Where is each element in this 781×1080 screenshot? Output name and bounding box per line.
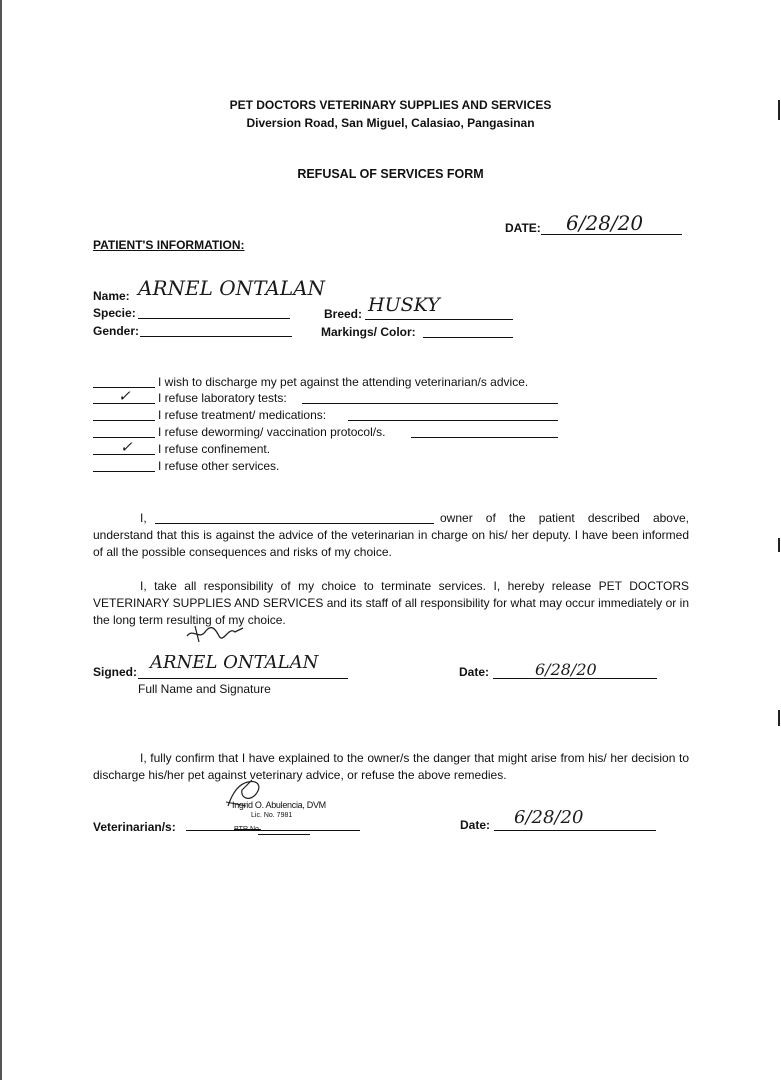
option-blank-6: [93, 471, 155, 472]
specie-line: [138, 318, 290, 319]
date-top-value: 6/28/20: [566, 211, 644, 235]
owner-date-label: Date:: [459, 665, 490, 679]
vet-stamp-lic: Lic. No. 7981: [251, 812, 293, 819]
option-check-5: ✓: [120, 438, 133, 456]
owner-name-line: [155, 523, 434, 524]
vet-date-value: 6/28/20: [514, 807, 584, 828]
initials-signature: [185, 622, 247, 648]
company-address: Diversion Road, San Miguel, Calasiao, Pangasinan: [246, 116, 535, 130]
vet-stamp-ptr: PTR No.: [234, 826, 261, 833]
option-text-4: I refuse deworming/ vaccination protocol/s.: [158, 425, 386, 439]
form-title: REFUSAL OF SERVICES FORM: [297, 167, 484, 181]
veterinarian-line: [186, 830, 360, 831]
option-text-2: I refuse laboratory tests:: [158, 391, 287, 405]
confirmation-text: I, fully confirm that I have explained to the owner/s the danger that might arise from his/ her decision to discharge his/her pet against veterinary advice, or refuse the above remedies.: [93, 751, 689, 782]
scan-edge-mark-left: [0, 0, 2, 1080]
statement-p1-tail: owner of the patient described above,: [440, 511, 689, 525]
option-check-2: ✓: [118, 387, 131, 405]
vet-signature-scribble: [222, 776, 272, 817]
statement-i-label: I,: [140, 511, 147, 525]
breed-label: Breed:: [324, 307, 363, 321]
gender-label: Gender:: [93, 324, 140, 338]
statement-p2: I, take all responsibility of my choice to terminate services. I, hereby release PET DOCTORS VETERINARY SUPPLIES AND SERVICES and its staff of all responsibility for what may occur immediately or in the long term resulting of my choice.: [93, 579, 689, 627]
specie-label: Specie:: [93, 306, 136, 320]
scan-edge-mark-right-2: [778, 538, 780, 552]
breed-value: HUSKY: [368, 294, 440, 316]
signed-value: ARNEL ONTALAN: [150, 652, 319, 673]
breed-line: [365, 319, 513, 320]
patient-info-heading: PATIENT'S INFORMATION:: [93, 238, 245, 252]
vet-date-line: [494, 830, 656, 831]
option-detail-line-3: [348, 420, 558, 421]
vet-stamp-name: Ingrid O. Abulencia, DVM: [232, 800, 326, 810]
option-text-3: I refuse treatment/ medications:: [158, 408, 327, 422]
owner-date-value: 6/28/20: [535, 660, 597, 679]
signed-label: Signed:: [93, 665, 137, 679]
option-detail-line-4: [411, 437, 558, 438]
option-text-5: I refuse confinement.: [158, 442, 271, 456]
option-text-6: I refuse other services.: [158, 459, 280, 473]
statement-p1-rest: understand that this is against the advice of the veterinarian in charge on his/ her deputy. I have been informed of all the possible consequences and risks of my choice.: [93, 528, 689, 559]
markings-line: [423, 337, 513, 338]
name-value: ARNEL ONTALAN: [138, 276, 326, 300]
date-top-label: DATE:: [505, 221, 541, 235]
signed-caption: Full Name and Signature: [138, 682, 271, 696]
company-name: PET DOCTORS VETERINARY SUPPLIES AND SERVICES: [229, 98, 552, 112]
signed-line: [138, 678, 348, 679]
option-blank-3: [93, 420, 155, 421]
vet-date-label: Date:: [460, 818, 491, 832]
markings-label: Markings/ Color:: [321, 325, 416, 339]
gender-line: [140, 336, 292, 337]
vet-ptr-line: [258, 834, 310, 835]
option-text-1: I wish to discharge my pet against the attending veterinarian/s advice.: [158, 375, 529, 389]
veterinarian-label: Veterinarian/s:: [93, 820, 176, 834]
name-label: Name:: [93, 289, 130, 303]
option-detail-line-2: [302, 403, 558, 404]
scan-edge-mark-right-3: [778, 710, 780, 726]
